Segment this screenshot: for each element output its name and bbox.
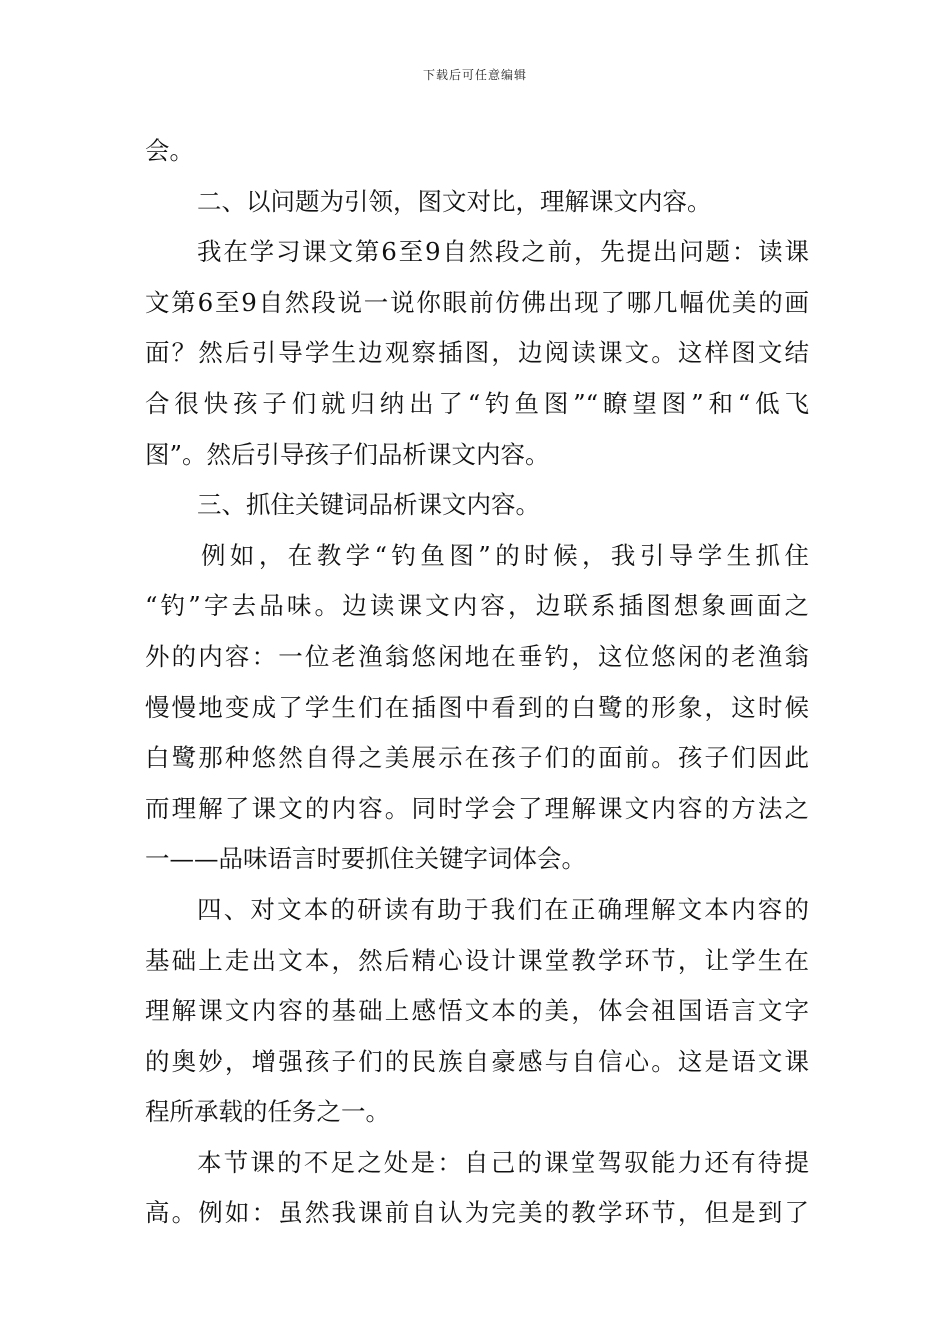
text-line: 一——品味语言时要抓住关键字词体会。 [145,844,586,874]
text-line: 白鹭那种悠然自得之美展示在孩子们的面前。孩子们因此 [145,743,809,773]
section-heading: 四、对文本的研读有助于我们在正确理解文本内容的 [197,894,809,924]
text-line: 外的内容：一位老渔翁悠闲地在垂钓，这位悠闲的老渔翁 [145,641,809,671]
section-heading: 三、抓住关键词品析课文内容。 [197,490,540,520]
text-line: “钓”字去品味。边读课文内容，边联系插图想象画面之 [145,591,809,621]
document-body [145,126,809,1239]
text-line: 程所承载的任务之一。 [145,1097,390,1127]
page-header: 下载后可任意编辑 [422,68,527,82]
text-line: 图”。然后引导孩子们品析课文内容。 [145,439,550,469]
section-heading: 二、以问题为引领，图文对比，理解课文内容。 [197,186,712,216]
text-line: 基础上走出文本，然后精心设计课堂教学环节，让学生在 [145,945,809,975]
text-line: 的奥妙，增强孩子们的民族自豪感与自信心。这是语文课 [145,1046,809,1076]
text-line: 文第6至9自然段说一说你眼前仿佛出现了哪几幅优美的画 [145,287,809,317]
text-line: 本节课的不足之处是：自己的课堂驾驭能力还有待提 [197,1147,809,1177]
text-line: 慢慢地变成了学生们在插图中看到的白鹭的形象，这时候 [145,692,809,722]
text-line: 合很快孩子们就归纳出了“钓鱼图”“瞭望图”和“低飞 [145,388,809,418]
text-line: 会。 [145,136,194,165]
text-line: 高。例如：虽然我课前自认为完美的教学环节，但是到了 [145,1198,809,1228]
text-line: 而理解了课文的内容。同时学会了理解课文内容的方法之 [145,793,809,823]
text-line: 面？然后引导学生边观察插图，边阅读课文。这样图文结 [145,338,809,368]
text-line: 我在学习课文第6至9自然段之前，先提出问题：读课 [197,237,809,267]
text-line: 例如，在教学“钓鱼图”的时候，我引导学生抓住 [201,540,809,570]
text-line: 理解课文内容的基础上感悟文本的美，体会祖国语言文字 [145,996,809,1026]
